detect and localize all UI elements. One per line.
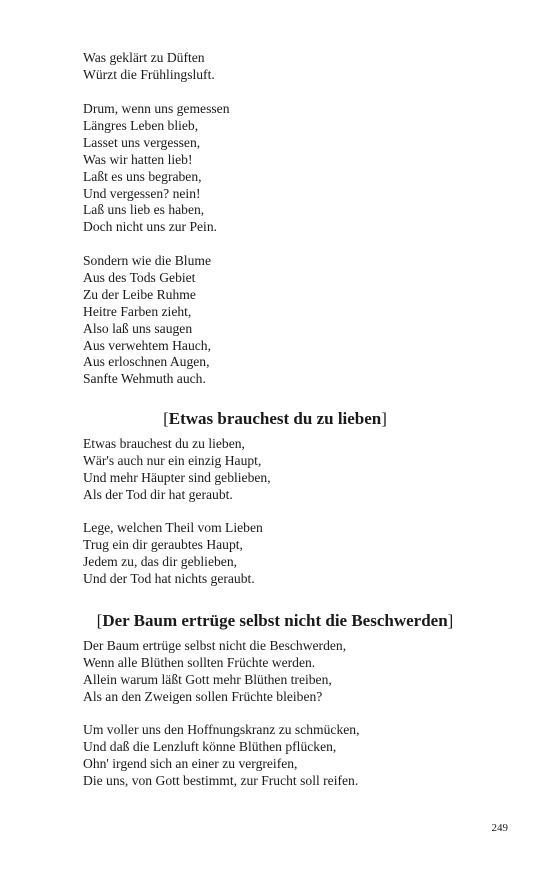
verse-line: Aus erloschnen Augen, <box>83 354 210 370</box>
verse-line: Drum, wenn uns gemessen <box>83 101 230 116</box>
verse-line: Laßt es uns begraben, <box>83 168 202 184</box>
verse-line: Und mehr Häupter sind geblieben, <box>83 469 271 485</box>
verse-line: Allein warum läßt Gott mehr Blüthen treiben, <box>83 671 332 687</box>
poem2-stanza-1 <box>83 436 271 504</box>
verse-line: Lasset uns vergessen, <box>83 134 201 150</box>
verse-line: Längres Leben blieb, <box>83 117 199 133</box>
bracket-open: [ <box>96 611 103 630</box>
verse-line: Jedem zu, das dir geblieben, <box>83 553 238 569</box>
verse-line: Aus des Tods Gebiet <box>83 269 196 285</box>
poem1-stanza-3 <box>83 253 211 388</box>
verse-line: Doch nicht uns zur Pein. <box>83 219 218 235</box>
poem1-stanza-2 <box>83 101 230 236</box>
verse-line: Als an den Zweigen sollen Früchte bleiben? <box>83 688 323 704</box>
verse-line: Wär's auch nur ein einzig Haupt, <box>83 452 262 468</box>
poem3-title <box>0 611 550 631</box>
poem2-title <box>0 409 550 429</box>
poem2-stanza-2 <box>83 520 263 588</box>
verse-line: Sanfte Wehmuth auch. <box>83 371 206 387</box>
verse-line: Heitre Farben zieht, <box>83 303 192 319</box>
verse-line: Ohn' irgend sich an einer zu vergreifen, <box>83 755 298 771</box>
page-number: 249 <box>491 822 508 834</box>
bracket-close: ] <box>447 611 454 630</box>
poem3-stanza-1 <box>83 638 346 706</box>
verse-line: Aus verwehtem Hauch, <box>83 337 211 353</box>
verse-line: Was wir hatten lieb! <box>83 151 193 167</box>
poem1-stanza-1 <box>83 50 215 84</box>
verse-line: Sondern wie die Blume <box>83 253 211 268</box>
poem2-title-text: Etwas brauchest du zu lieben <box>168 409 382 428</box>
verse-line: Würzt die Frühlingsluft. <box>83 66 215 82</box>
verse-line: Und vergessen? nein! <box>83 185 201 201</box>
verse-line: Was geklärt zu Düften <box>83 50 205 65</box>
verse-line: Etwas brauchest du zu lieben, <box>83 436 245 451</box>
poem3-stanza-2 <box>83 722 359 790</box>
verse-line: Und daß die Lenzluft könne Blüthen pflücken, <box>83 738 337 754</box>
poem3-title-text: Der Baum ertrüge selbst nicht die Beschwerden <box>102 611 448 630</box>
verse-line: Trug ein dir geraubtes Haupt, <box>83 536 243 552</box>
verse-line: Um voller uns den Hoffnungskranz zu schmücken, <box>83 722 360 737</box>
verse-line: Lege, welchen Theil vom Lieben <box>83 520 263 535</box>
verse-line: Die uns, von Gott bestimmt, zur Frucht soll reifen. <box>83 772 359 788</box>
verse-line: Also laß uns saugen <box>83 320 193 336</box>
verse-line: Zu der Leibe Ruhme <box>83 286 196 302</box>
verse-line: Als der Tod dir hat geraubt. <box>83 486 233 502</box>
verse-line: Der Baum ertrüge selbst nicht die Beschwerden, <box>83 638 347 653</box>
verse-line: Wenn alle Blüthen sollten Früchte werden. <box>83 654 316 670</box>
verse-line: Laß uns lieb es haben, <box>83 202 205 218</box>
bracket-close: ] <box>381 409 387 428</box>
verse-line: Und der Tod hat nichts geraubt. <box>83 570 255 586</box>
bracket-open: [ <box>163 409 169 428</box>
